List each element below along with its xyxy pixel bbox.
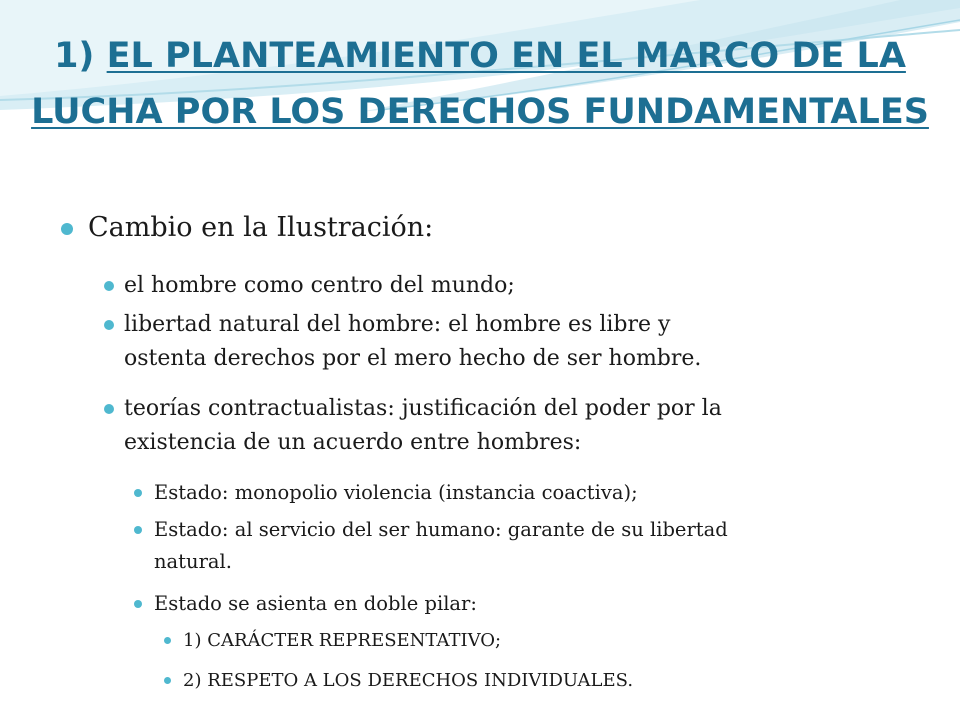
sub-item-3: Estado se asienta en doble pilar: bbox=[154, 592, 477, 615]
bullet-dot bbox=[164, 637, 171, 644]
bullet-dot bbox=[104, 320, 114, 330]
sub-item-2-line1: Estado: al servicio del ser humano: garante de su libertad bbox=[154, 518, 728, 541]
sub-item-2-line2: natural. bbox=[154, 550, 232, 573]
title-number: 1) bbox=[54, 36, 107, 76]
bullet-dot bbox=[61, 223, 73, 235]
bullet-heading: Cambio en la Ilustración: bbox=[88, 212, 434, 243]
title-text: EL PLANTEAMIENTO EN EL MARCO DE LA LUCHA POR LOS DERECHOS FUNDAMENTALES bbox=[31, 36, 929, 132]
pillar-item-1: 1) CARÁCTER REPRESENTATIVO; bbox=[183, 630, 502, 651]
bullet-item-1: el hombre como centro del mundo; bbox=[124, 273, 515, 298]
bullet-dot bbox=[134, 489, 142, 497]
sub-item-1: Estado: monopolio violencia (instancia coactiva); bbox=[154, 481, 638, 504]
slide-title bbox=[30, 28, 930, 140]
bullet-item-2-line1: libertad natural del hombre: el hombre es libre y bbox=[124, 312, 671, 337]
pillar-item-2: 2) RESPETO A LOS DERECHOS INDIVIDUALES. bbox=[183, 670, 634, 691]
bullet-dot bbox=[134, 600, 142, 608]
bullet-item-3-line1: teorías contractualistas: justificación del poder por la bbox=[124, 396, 722, 421]
bullet-item-3-line2: existencia de un acuerdo entre hombres: bbox=[124, 430, 582, 455]
bullet-dot bbox=[104, 404, 114, 414]
bullet-dot bbox=[164, 677, 171, 684]
bullet-dot bbox=[134, 526, 142, 534]
bullet-dot bbox=[104, 281, 114, 291]
bullet-item-2-line2: ostenta derechos por el mero hecho de ser hombre. bbox=[124, 346, 702, 371]
